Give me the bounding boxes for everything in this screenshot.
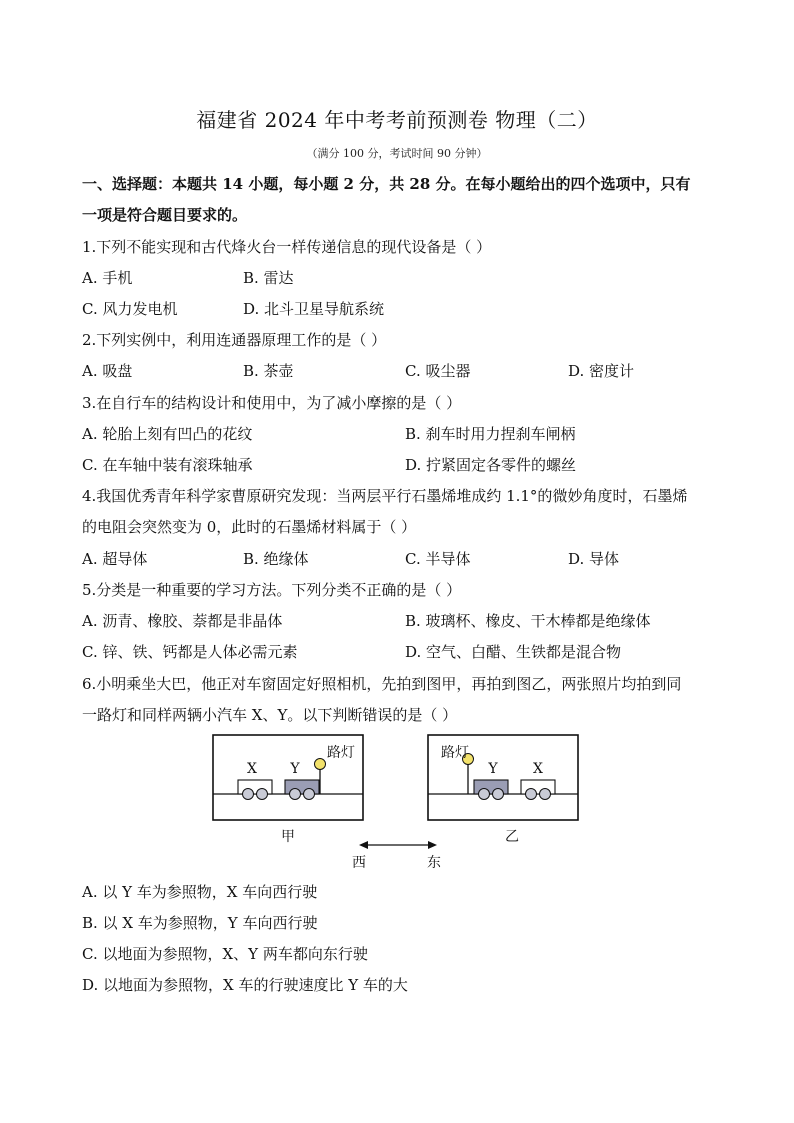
label-car-x: X <box>247 761 257 777</box>
question-4-option-c: C. 半导体 <box>405 550 471 568</box>
car-y-wheel <box>304 789 315 800</box>
question-3-option-d: D. 拧紧固定各零件的螺丝 <box>405 456 577 474</box>
car-x-wheel <box>540 789 551 800</box>
arrow-head-east <box>428 841 437 849</box>
question-6-option-c: C. 以地面为参照物，X、Y 两车都向东行驶 <box>82 945 368 963</box>
question-4-stem-line1: 4.我国优秀青年科学家曹原研究发现：当两层平行石墨烯堆成约 1.1°的微妙角度时，石墨烯 <box>82 487 688 505</box>
question-4-option-a: A. 超导体 <box>82 550 148 568</box>
lamp-light <box>315 759 326 770</box>
label-car-y: Y <box>488 761 498 777</box>
question-1-option-b: B. 雷达 <box>243 269 294 287</box>
question-5-option-c: C. 锌、铁、钙都是人体必需元素 <box>82 643 298 661</box>
question-3-option-c: C. 在车轴中装有滚珠轴承 <box>82 456 253 474</box>
section-heading-line2: 一项是符合题目要求的。 <box>82 206 248 224</box>
label-car-x: X <box>533 761 543 777</box>
label-east: 东 <box>427 855 441 871</box>
question-5-stem: 5.分类是一种重要的学习方法。下列分类不正确的是（ ） <box>82 581 462 599</box>
photo-yi <box>428 735 578 845</box>
direction-arrow <box>352 841 441 871</box>
question-2-option-b: B. 茶壶 <box>243 362 294 380</box>
question-3-option-a: A. 轮胎上刻有凹凸的花纹 <box>82 425 253 443</box>
question-5-option-b: B. 玻璃杯、橡皮、干木棒都是绝缘体 <box>405 612 651 630</box>
car-y-wheel <box>290 789 301 800</box>
question-3-option-b: B. 刹车时用力捏刹车闸柄 <box>405 425 576 443</box>
question-6-option-a: A. 以 Y 车为参照物，X 车向西行驶 <box>82 883 318 901</box>
question-4-option-b: B. 绝缘体 <box>243 550 309 568</box>
caption-yi: 乙 <box>505 829 519 845</box>
caption-jia: 甲 <box>281 829 295 845</box>
question-6-stem-line2: 一路灯和同样两辆小汽车 X、Y。以下判断错误的是（ ） <box>82 706 458 724</box>
car-y-wheel <box>493 789 504 800</box>
section-heading-line1: 一、选择题：本题共 14 小题，每小题 2 分，共 28 分。在每小题给出的四个选项中，只有 <box>82 175 691 193</box>
question-6-option-b: B. 以 X 车为参照物，Y 车向西行驶 <box>82 914 318 932</box>
question-5-option-a: A. 沥青、橡胶、萘都是非晶体 <box>82 612 283 630</box>
question-2-option-d: D. 密度计 <box>568 362 635 380</box>
photo-jia <box>213 735 363 845</box>
car-y-wheel <box>479 789 490 800</box>
car-x-wheel <box>526 789 537 800</box>
page-subtitle: （满分 100 分，考试时间 90 分钟） <box>306 147 488 160</box>
label-lamp: 路灯 <box>441 745 469 761</box>
question-6-stem-line1: 6.小明乘坐大巴，他正对车窗固定好照相机，先拍到图甲，再拍到图乙，两张照片均拍到同 <box>82 675 682 693</box>
arrow-head-west <box>359 841 368 849</box>
question-6-option-d: D. 以地面为参照物，X 车的行驶速度比 Y 车的大 <box>82 976 408 994</box>
question-3-stem: 3.在自行车的结构设计和使用中，为了减小摩擦的是（ ） <box>82 394 462 412</box>
question-4-option-d: D. 导体 <box>568 550 620 568</box>
label-lamp: 路灯 <box>327 745 355 761</box>
question-4-stem-line2: 的电阻会突然变为 0，此时的石墨烯材料属于（ ） <box>82 518 417 536</box>
question-1-option-a: A. 手机 <box>82 269 133 287</box>
question-2-stem: 2.下列实例中，利用连通器原理工作的是（ ） <box>82 331 387 349</box>
label-car-y: Y <box>290 761 300 777</box>
page-title: 福建省 2024 年中考考前预测卷 物理（二） <box>196 108 598 132</box>
question-2-option-c: C. 吸尘器 <box>405 362 471 380</box>
question-1-option-d: D. 北斗卫星导航系统 <box>243 300 385 318</box>
question-2-option-a: A. 吸盘 <box>82 362 133 380</box>
question-1-stem: 1.下列不能实现和古代烽火台一样传递信息的现代设备是（ ） <box>82 238 492 256</box>
label-west: 西 <box>352 855 366 871</box>
question-1-option-c: C. 风力发电机 <box>82 300 178 318</box>
figure-svg <box>205 733 590 875</box>
car-photo-figure <box>205 733 590 875</box>
car-x-wheel <box>243 789 254 800</box>
question-5-option-d: D. 空气、白醋、生铁都是混合物 <box>405 643 622 661</box>
car-x-wheel <box>257 789 268 800</box>
